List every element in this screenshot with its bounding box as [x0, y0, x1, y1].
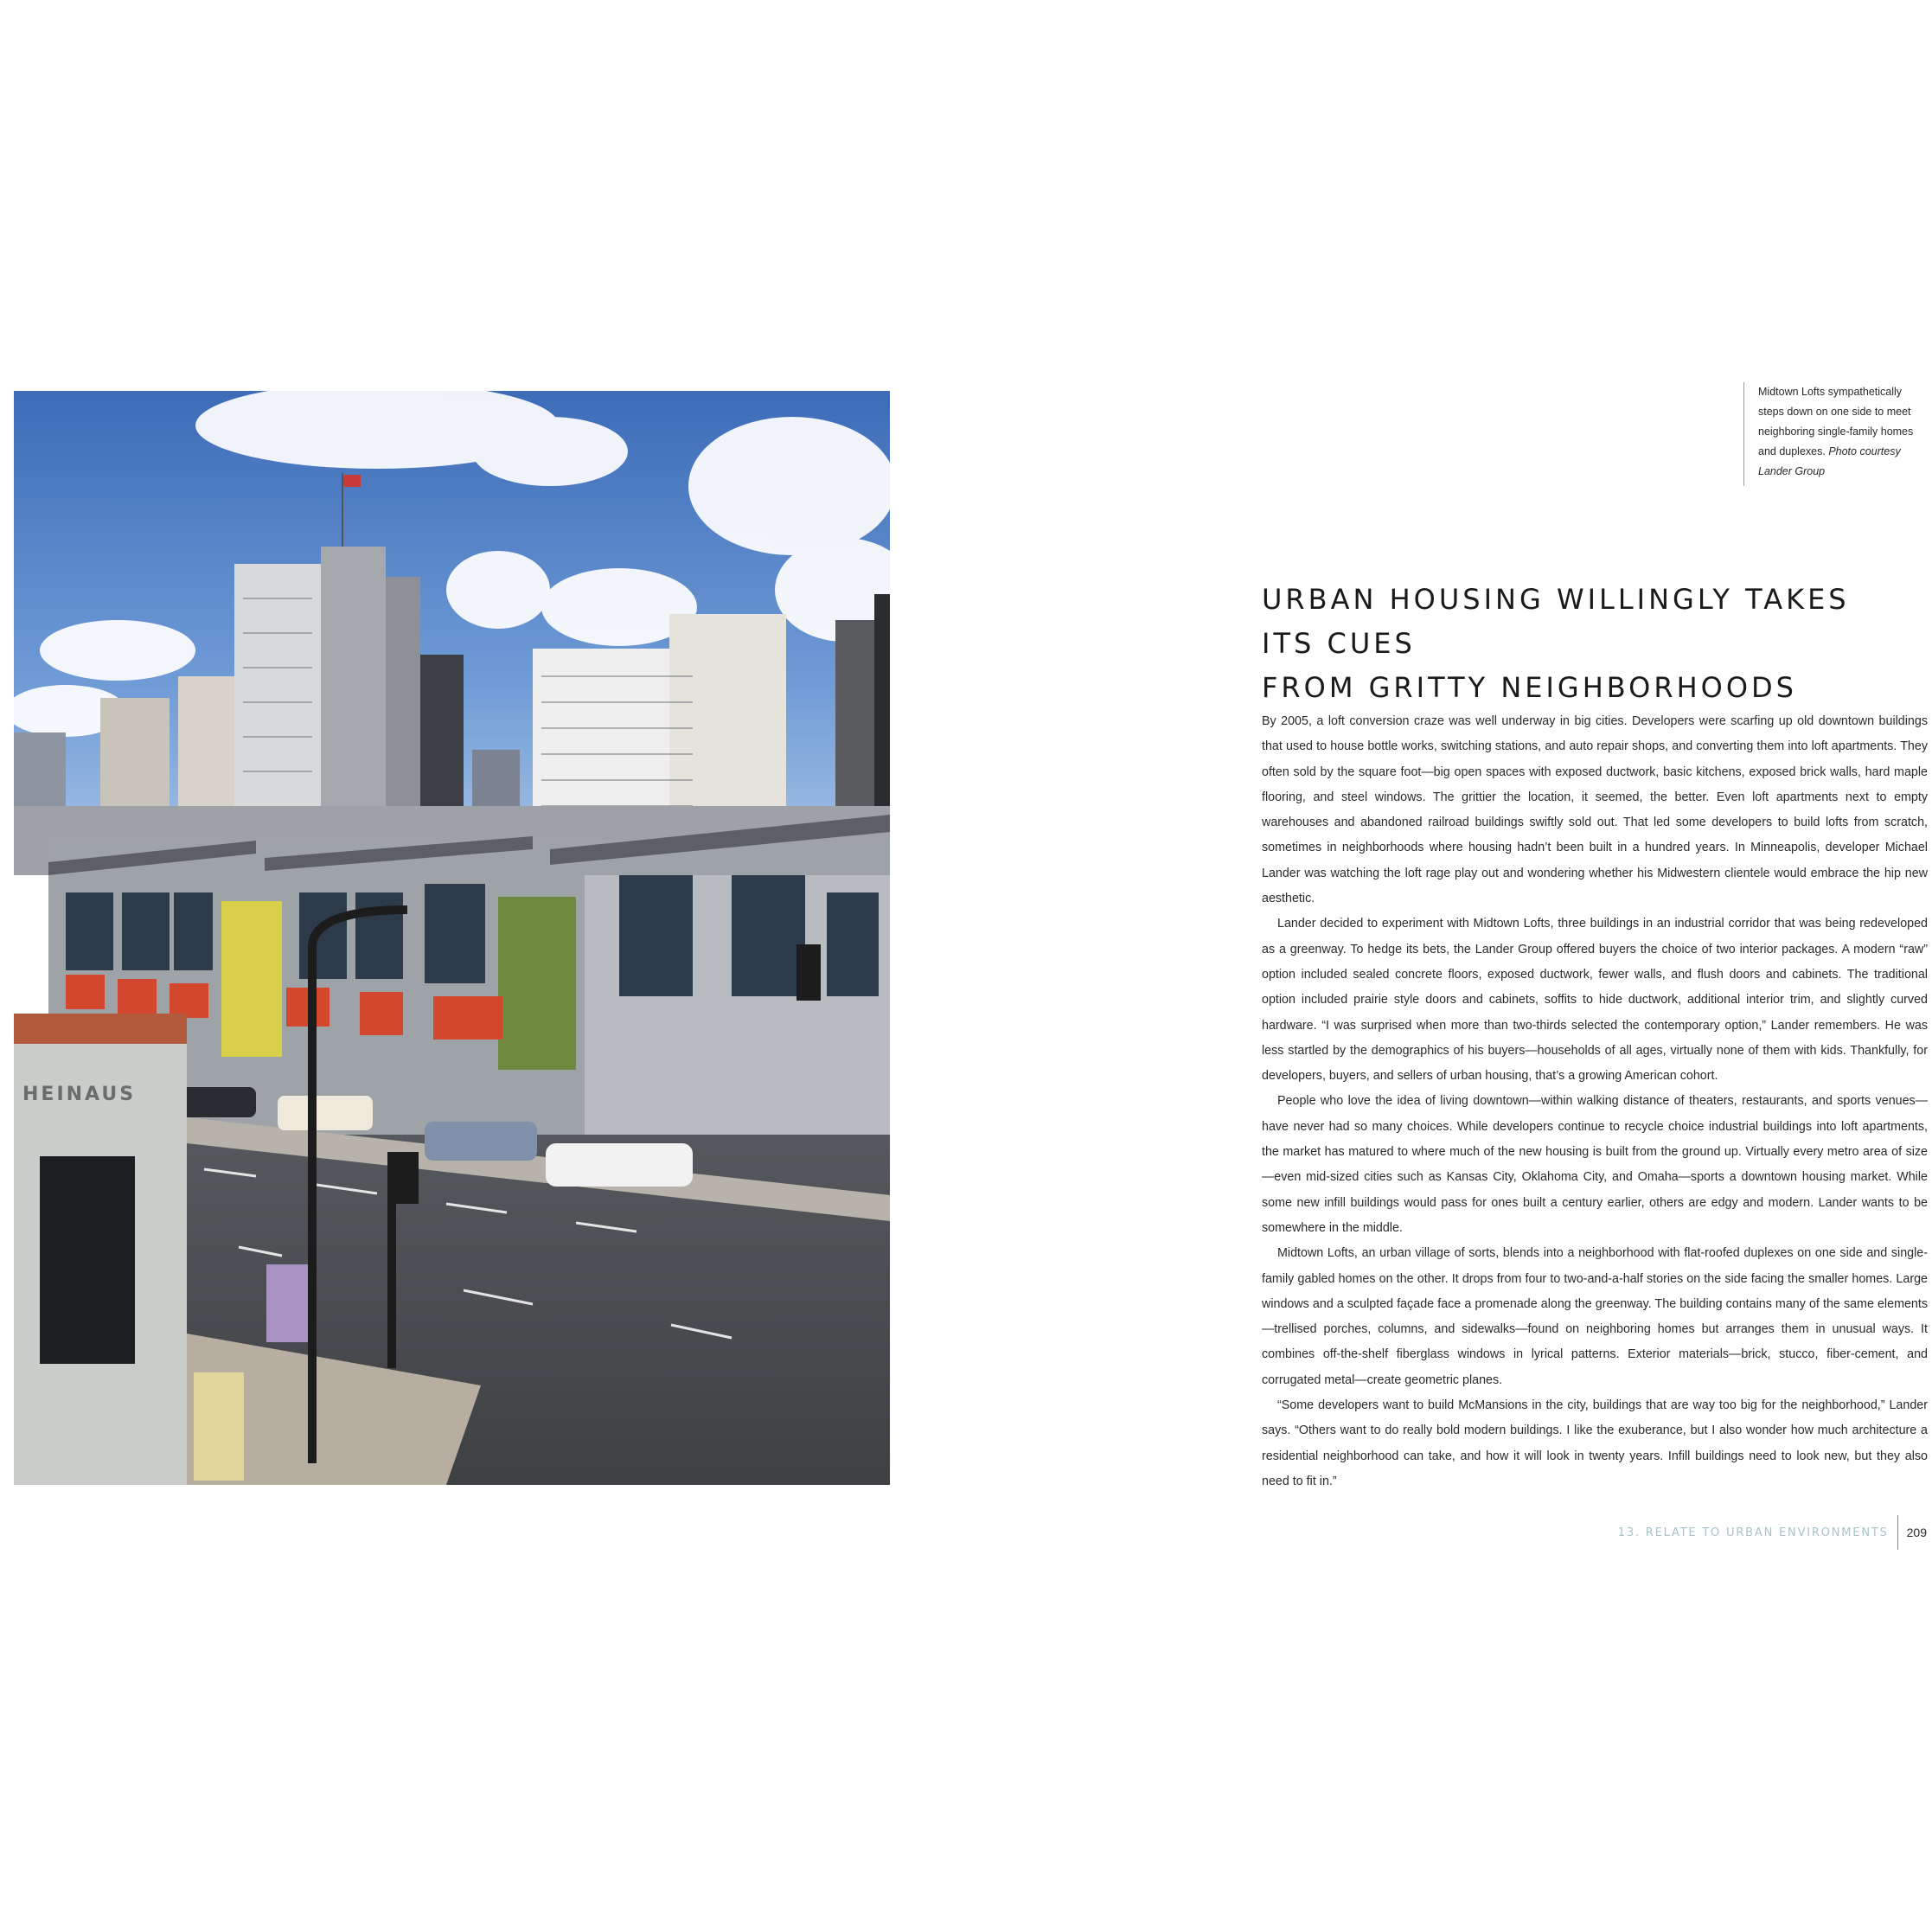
caption-line: neighboring single-family homes	[1758, 425, 1914, 438]
photo-caption	[1743, 382, 1925, 486]
heading-line: FROM GRITTY NEIGHBORHOODS	[1262, 671, 1797, 704]
caption-line: steps down on one side to meet	[1758, 406, 1911, 418]
body-paragraph: Lander decided to experiment with Midtown Lofts, three buildings in an industrial corridor that was being redeveloped as a greenway. To hedge its bets, the Lander Group offered buyers the choice of two interior packages. A modern “raw” option included sealed concrete floors, exposed ductwork, fewer walls, and flush doors and cabinets. The traditional option included prairie style doors and cabinets, soffits to hide ductwork, additional interior trim, and slightly curved hardware. “I was surprised when more than two-thirds selected the contemporary option,” Lander remembers. He was less startled by the demographics of his buyers—households of all ages, virtually none of them with kids. Thankfully, for developers, buyers, and sellers of urban housing, that’s a growing American cohort.	[1262, 917, 1928, 1084]
page-footer	[1618, 1515, 1927, 1550]
midtown-lofts-photo	[14, 391, 890, 1485]
page-number: 209	[1906, 1526, 1927, 1539]
caption-line	[1758, 442, 1925, 462]
body-paragraph: By 2005, a loft conversion craze was well underway in big cities. Developers were scarfing up old downtown buildings that used to house bottle works, switching stations, and auto repair shops, and converting them into loft apartments. They often sold by the square foot—big open spaces with exposed ductwork, basic kitchens, exposed brick walls, hard maple flooring, and steel windows. The grittier the location, it seemed, the better. Even loft apartments next to empty warehouses and abandoned railroad buildings swiftly sold out. That led some developers to build lofts from scratch, sometimes in neighborhoods where housing hadn’t been built in a hundred years. In Minneapolis, developer Michael Lander was watching the loft rage play out and wondering whether his Midwestern clientele would embrace the hip new aesthetic.	[1262, 714, 1928, 906]
folio-divider	[1897, 1515, 1898, 1550]
caption-line	[1758, 462, 1925, 482]
body-paragraph: Midtown Lofts, an urban village of sorts, blends into a neighborhood with flat-roofed duplexes on one side and single-family gabled homes on the other. It drops from four to two-and-a-half stories on the side facing the smaller homes. Large windows and a sculpted façade face a promenade along the greenway. The building contains many of the same elements—trellised porches, columns, and sidewalks—found on neighboring homes but arranges them in unusual ways. It combines off-the-shelf fiberglass windows in lyrical patterns. Exterior materials—brick, stucco, fiber-cement, and corrugated metal—create geometric planes.	[1262, 1246, 1928, 1387]
corner-building-sign: HEINAUS	[22, 1084, 137, 1105]
photo-credit: Photo courtesy	[1828, 445, 1901, 457]
body-paragraph: “Some developers want to build McMansions in the city, buildings that are way too big for the neighborhood,” Lander says. “Others want to do really bold modern buildings. I like the exuberance, but I also wonder how much architecture a residential neighborhood can take, and how it will look in twenty years. Infill buildings need to look new, but they also need to fit in.”	[1262, 1398, 1928, 1488]
running-head: 13. RELATE TO URBAN ENVIRONMENTS	[1617, 1526, 1889, 1539]
section-heading	[1262, 578, 1902, 710]
body-text	[1262, 709, 1928, 1494]
caption-text: and duplexes.	[1758, 445, 1829, 457]
body-paragraph: People who love the idea of living downtown—within walking distance of theaters, restaurants, and sports venues—have never had so many choices. While developers continue to recycle choice industrial buildings into loft apartments, the market has matured to where much of the new housing is built from the ground up. Virtually every metro area of size—even mid-sized cities such as Kansas City, Oklahoma City, and Omaha—sports a downtown housing market. While some new infill buildings would pass for ones built a century earlier, others are edgy and modern. Lander wants to be somewhere in the middle.	[1262, 1094, 1928, 1235]
caption-line: Midtown Lofts sympathetically	[1758, 386, 1903, 398]
photo-credit: Lander Group	[1758, 465, 1826, 477]
heading-line: URBAN HOUSING WILLINGLY TAKES ITS CUES	[1262, 583, 1850, 660]
